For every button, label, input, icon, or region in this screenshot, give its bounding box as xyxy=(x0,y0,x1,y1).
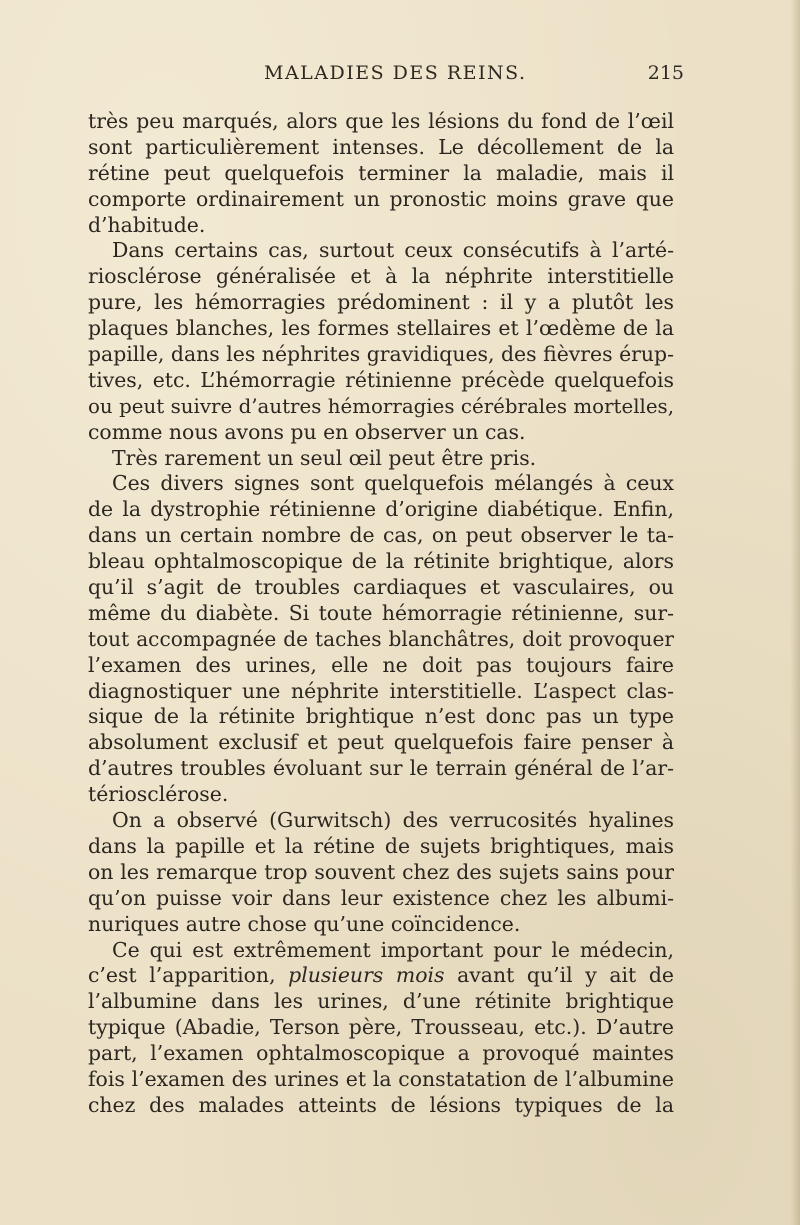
text-line-mixed xyxy=(88,963,674,989)
text-line: Ce qui est extrêmement important pour le médecin, xyxy=(112,937,674,962)
text-line: part, l’examen ophtalmoscopique a provoqué maintes xyxy=(88,1041,674,1066)
text-line: ou peut suivre d’autres hémorragies cérébrales mortelles, xyxy=(88,394,674,418)
text-line: Très rarement un seul œil peut être pris. xyxy=(112,445,537,470)
text-line: On a observé (Gurwitsch) des verrucosités hyalines xyxy=(112,808,674,833)
text-line: qu’il s’agit de troubles cardiaques et vasculaires, ou xyxy=(88,575,674,600)
text-line: tout accompagnée de taches blanchâtres, doit provoquer xyxy=(88,626,674,651)
text-line: d’autres troubles évoluant sur le terrain général de l’ar- xyxy=(88,756,674,781)
running-title: MALADIES DES REINS. xyxy=(264,62,527,84)
text-line: absolument exclusif et peut quelquefois faire penser à xyxy=(88,730,674,755)
text-line: pure, les hémorragies prédominent : il y a plutôt les xyxy=(88,290,674,315)
page-number: 215 xyxy=(647,62,684,84)
page-header xyxy=(88,62,684,90)
text-line: tives, etc. L’hémorragie rétinienne précède quelquefois xyxy=(88,367,674,392)
text-line: typique (Abadie, Terson père, Trousseau, etc.). D’autre xyxy=(88,1015,674,1040)
text-line: de la dystrophie rétinienne d’origine diabétique. Enfin, xyxy=(88,497,674,522)
text-line: comme nous avons pu en observer un cas. xyxy=(88,419,526,444)
text-line: rétine peut quelquefois terminer la maladie, mais il xyxy=(88,160,674,185)
text-line: plaques blanches, les formes stellaires et l’œdème de la xyxy=(88,316,674,341)
text-line: riosclérose généralisée et à la néphrite interstitielle xyxy=(88,264,674,289)
text-line: dans la papille et la rétine de sujets brightiques, mais xyxy=(88,833,674,858)
text-line: Ces divers signes sont quelquefois mélangés à ceux xyxy=(112,471,674,496)
text-segment: avant qu’il y ait de xyxy=(444,963,674,988)
text-segment: c’est l’apparition, xyxy=(88,963,289,988)
text-line: dans un certain nombre de cas, on peut observer le ta- xyxy=(88,523,674,548)
text-line: comporte ordinairement un pronostic moins grave que xyxy=(88,186,674,211)
text-line: fois l’examen des urines et la constatation de l’albumine xyxy=(88,1066,674,1091)
italic-phrase: plusieurs mois xyxy=(288,963,445,988)
text-line: l’examen des urines, elle ne doit pas toujours faire xyxy=(88,652,674,677)
text-line: bleau ophtalmoscopique de la rétinite brightique, alors xyxy=(88,549,674,574)
text-line: tériosclérose. xyxy=(88,782,229,807)
text-line: qu’on puisse voir dans leur existence chez les albumi- xyxy=(88,885,674,910)
text-line: l’albumine dans les urines, d’une rétinite brightique xyxy=(88,989,674,1014)
text-line: sique de la rétinite brightique n’est donc pas un type xyxy=(88,704,674,729)
text-line: Dans certains cas, surtout ceux consécutifs à l’arté- xyxy=(112,238,674,263)
page-edge-shadow xyxy=(790,0,800,1225)
text-line: d’habitude. xyxy=(88,212,206,237)
text-line: on les remarque trop souvent chez des sujets sains pour xyxy=(88,859,674,884)
text-line: nuriques autre chose qu’une coïncidence. xyxy=(88,911,521,936)
text-line: sont particulièrement intenses. Le décollement de la xyxy=(88,134,674,159)
text-line: très peu marqués, alors que les lésions du fond de l’œil xyxy=(88,109,674,133)
text-line: chez des malades atteints de lésions typiques de la xyxy=(88,1092,674,1117)
text-line: papille, dans les néphrites gravidiques, des fièvres érup- xyxy=(88,342,674,367)
text-line: diagnostiquer une néphrite interstitielle. L’aspect clas- xyxy=(88,678,674,703)
text-line: même du diabète. Si toute hémorragie rétinienne, sur- xyxy=(88,600,674,625)
body-text xyxy=(88,109,674,1119)
